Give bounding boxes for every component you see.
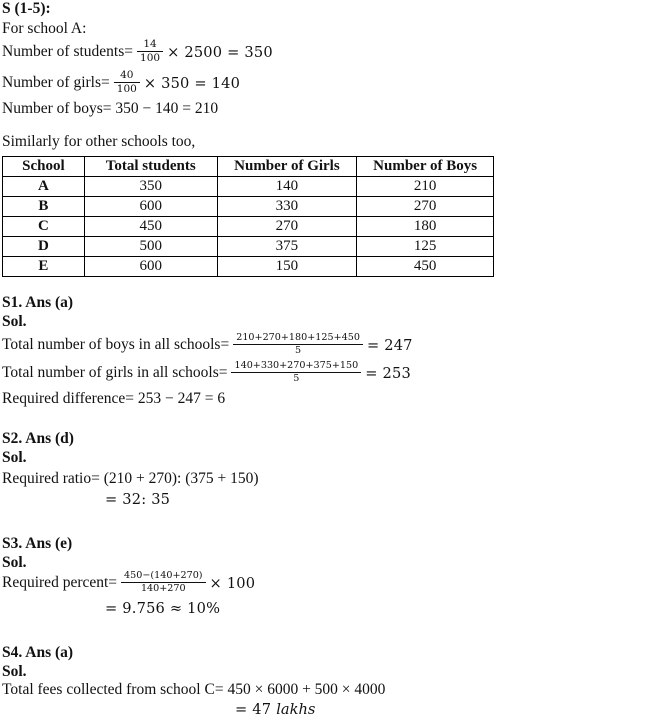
- s1-total-girls-result: = 253: [365, 364, 411, 382]
- s2-ratio-result-line: = 32: 35: [105, 491, 171, 508]
- girls-calculation-line: [2, 71, 240, 95]
- s1-total-girls-numerator: 140+330+270+375+150: [234, 360, 359, 371]
- cell-school: B: [3, 197, 85, 217]
- s3-required-percent-line: [2, 572, 255, 595]
- table-row: [3, 237, 494, 257]
- cell-girls: 270: [217, 217, 357, 237]
- cell-school: C: [3, 217, 85, 237]
- s3-percent-denominator: 140+270: [121, 582, 206, 594]
- table-row: [3, 177, 494, 197]
- boys-calculation-line: Number of boys= 350 − 140 = 210: [2, 100, 219, 117]
- solution-heading-s2: S2. Ans (d): [2, 430, 74, 447]
- section-heading-s1-5: S (1-5):: [2, 0, 51, 17]
- solution-heading-s3: S3. Ans (e): [2, 535, 73, 552]
- s1-total-boys-result: = 247: [366, 336, 413, 354]
- solution-label-s4: Sol.: [2, 663, 27, 680]
- cell-total: 600: [84, 257, 217, 277]
- s1-total-boys-line: [2, 334, 413, 357]
- cell-girls: 375: [217, 237, 357, 257]
- cell-boys: 180: [357, 217, 494, 237]
- s4-result-value: = 47: [235, 701, 272, 718]
- students-fraction-denominator: 100: [137, 51, 163, 64]
- girls-label: Number of girls=: [2, 74, 110, 92]
- column-header-total-students: Total students: [84, 157, 217, 177]
- girls-expression-rest: × 350 = 140: [143, 74, 241, 92]
- cell-boys: 210: [357, 177, 494, 197]
- s4-total-fees-line: Total fees collected from school C= 450 × 6000 + 500 × 4000: [2, 681, 386, 698]
- column-header-school: School: [3, 157, 85, 177]
- students-calculation-line: [2, 40, 273, 64]
- cell-girls: 150: [217, 257, 357, 277]
- solution-label-s1: Sol.: [2, 313, 27, 330]
- girls-fraction-denominator: 100: [114, 82, 140, 95]
- students-expression-rest: × 2500 = 350: [167, 43, 273, 61]
- s2-required-ratio-line: Required ratio= (210 + 270): (375 + 150): [2, 470, 259, 487]
- students-label: Number of students=: [2, 43, 134, 61]
- s1-total-boys-denominator: 5: [233, 344, 363, 356]
- s3-percent-fraction: [121, 571, 206, 594]
- table-row: [3, 197, 494, 217]
- column-header-number-of-girls: Number of Girls: [217, 157, 357, 177]
- cell-school: E: [3, 257, 85, 277]
- cell-boys: 270: [357, 197, 494, 217]
- s1-total-boys-label: Total number of boys in all schools=: [2, 336, 230, 354]
- column-header-number-of-boys: Number of Boys: [357, 157, 494, 177]
- table-header-row: [3, 157, 494, 177]
- s1-required-difference-line: Required difference= 253 − 247 = 6: [2, 390, 226, 407]
- solution-label-s2: Sol.: [2, 449, 27, 466]
- solution-heading-s4: S4. Ans (a): [2, 644, 74, 661]
- s3-percent-numerator: 450−(140+270): [124, 570, 203, 581]
- s3-percent-multiplier: × 100: [209, 574, 256, 592]
- girls-fraction-numerator: 40: [120, 69, 134, 81]
- cell-school: A: [3, 177, 85, 197]
- cell-boys: 450: [357, 257, 494, 277]
- cell-school: D: [3, 237, 85, 257]
- s1-total-girls-label: Total number of girls in all schools=: [2, 364, 228, 382]
- s1-total-boys-numerator: 210+270+180+125+450: [236, 332, 360, 343]
- students-fraction-numerator: 14: [143, 38, 157, 50]
- cell-girls: 330: [217, 197, 357, 217]
- table-row: [3, 217, 494, 237]
- cell-girls: 140: [217, 177, 357, 197]
- s3-percent-result-line: = 9.756 ≈ 10%: [105, 600, 221, 617]
- s1-total-girls-fraction: [231, 361, 361, 384]
- solution-heading-s1: S1. Ans (a): [2, 294, 74, 311]
- intro-line: For school A:: [2, 20, 87, 37]
- s1-total-boys-fraction: [233, 333, 363, 356]
- cell-total: 600: [84, 197, 217, 217]
- similarly-note: Similarly for other schools too,: [2, 133, 196, 150]
- table-row: [3, 257, 494, 277]
- s1-total-girls-denominator: 5: [231, 372, 361, 384]
- s4-result-unit: lakhs: [276, 701, 316, 718]
- cell-total: 500: [84, 237, 217, 257]
- s4-result-line: [235, 701, 315, 718]
- schools-table: [2, 156, 494, 277]
- students-fraction: [137, 39, 163, 63]
- cell-total: 350: [84, 177, 217, 197]
- girls-fraction: [114, 70, 140, 94]
- solution-label-s3: Sol.: [2, 554, 27, 571]
- s3-required-percent-label: Required percent=: [2, 574, 118, 592]
- cell-boys: 125: [357, 237, 494, 257]
- s1-total-girls-line: [2, 362, 411, 385]
- cell-total: 450: [84, 217, 217, 237]
